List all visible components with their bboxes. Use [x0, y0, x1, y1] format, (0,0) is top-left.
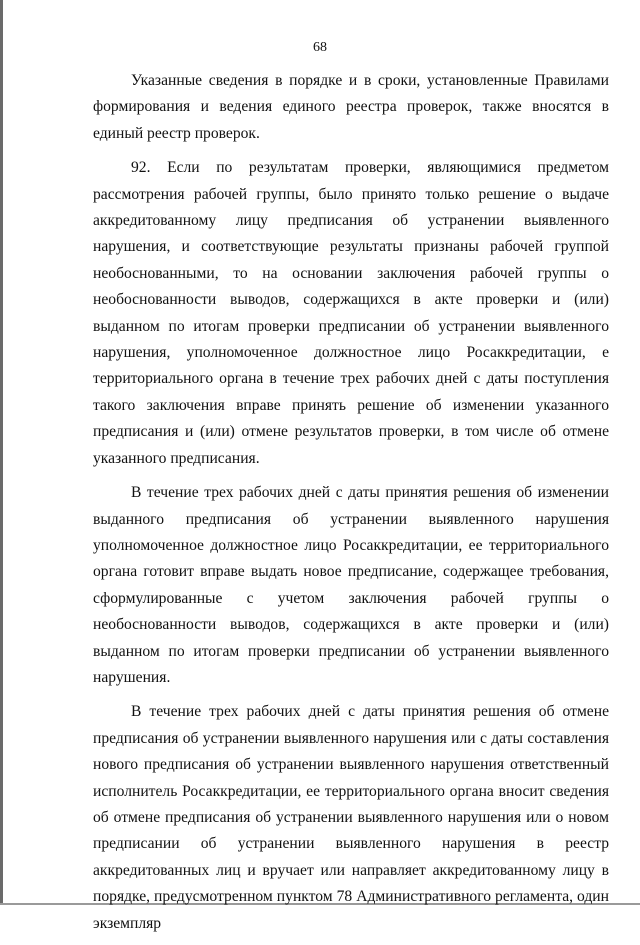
paragraph-registry-note: Указанные сведения в порядке и в сроки, установленные Правилами формирования и ведения единого реестра проверок, также вносятся в единый реестр проверок. — [93, 72, 609, 142]
page-edge-shadow — [0, 0, 3, 905]
paragraph-92: 92. Если по результатам проверки, являющимися предметом рассмотрения рабочей группы, было принято только решение о выдаче аккредитованному лицу предписания об устранении выявленного нарушения, и соответствующие результаты признаны рабочей группой необоснованными, то на основании заключения рабочей группы о необоснованности выводов, содержащихся в акте проверки и (или) выданном по итогам проверки предписании об устранении выявленного нарушения, уполномоченное должностное лицо Росаккредитации, е территориального органа в течение трех рабочих дней с даты поступления такого заключения вправе принять решение об изменении указанного предписания и (или) отмене результатов проверки, в том числе об отмене указанного предписания. — [93, 159, 609, 467]
document-body — [93, 68, 609, 945]
page-number: 68 — [313, 40, 327, 55]
paragraph-cancel-order: В течение трех рабочих дней с даты принятия решения об отмене предписания об устранении выявленного нарушения или с даты составления нового предписания об устранении выявленного нарушения ответственный исполнитель Росаккредитации, ее территориального органа вносит сведения об отмене предписания об устранении выявленного нарушения или о новом предписании об устранении выявленного нарушения в реестр аккредитованных лиц и вручает или направляет аккредитованному лицу в порядке, предусмотренном пунктом 78 Административного регламента, один экземпляр — [93, 703, 609, 932]
paragraph-new-order: В течение трех рабочих дней с даты принятия решения об изменении выданного предписания об устранении выявленного нарушения уполномоченное должностное лицо Росаккредитации, ее территориального органа готовит вправе выдать новое предписание, содержащее требования, сформулированные с учетом заключения рабочей группы о необоснованности выводов, содержащихся в акте проверки и (или) выданном по итогам проверки предписании об устранении выявленного нарушения. — [93, 484, 609, 686]
